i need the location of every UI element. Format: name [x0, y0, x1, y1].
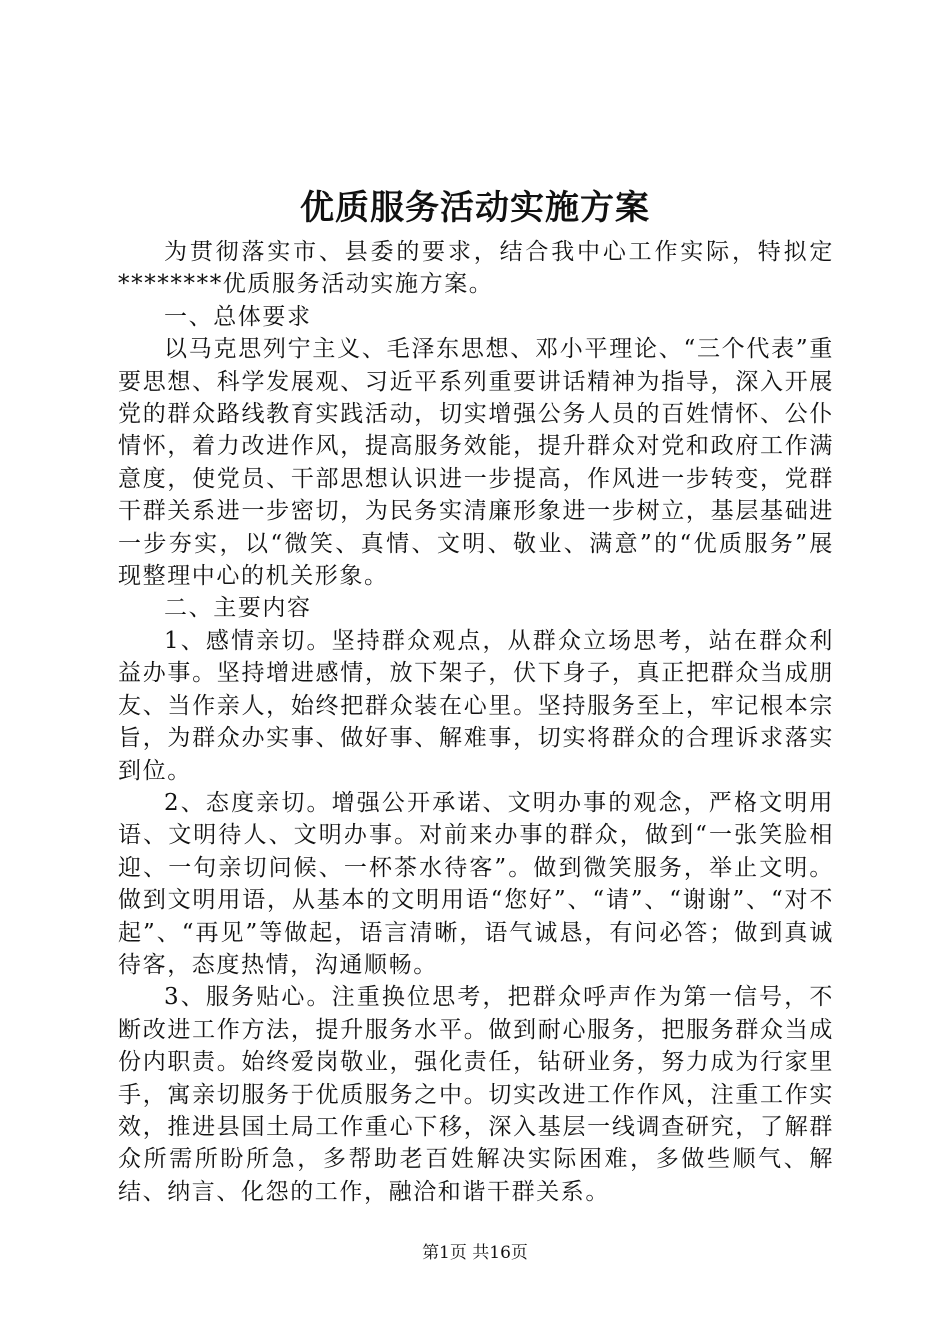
section-heading-general-requirements: 一、总体要求: [164, 303, 312, 330]
paragraph-item-1: 1、感情亲切。坚持群众观点，从群众立场思考，站在群众利益办事。坚持增进感情，放下架子，伏下身子，真正把群众当成朋友、当作亲人，始终把群众装在心里。坚持服务至上，牢记根本宗旨，为群众办实事、做好事、解难事，切实将群众的合理诉求落实到位。: [118, 627, 834, 784]
page-number-footer: 第1页 共16页: [422, 1243, 528, 1263]
document-title: 优质服务活动实施方案: [300, 188, 650, 228]
paragraph-general-requirements: 以马克思列宁主义、毛泽东思想、邓小平理论、“三个代表”重要思想、科学发展观、习近平系列重要讲话精神为指导，深入开展党的群众路线教育实践活动，切实增强公务人员的百姓情怀、公仆情怀，着力改进作风，提高服务效能，提升群众对党和政府工作满意度，使党员、干部思想认识进一步提高，作风进一步转变，党群干群关系进一步密切，为民务实清廉形象进一步树立，基层基础进一步夯实，以“微笑、真情、文明、敬业、满意”的“优质服务”展现整理中心的机关形象。: [118, 336, 834, 590]
section-heading-main-content: 二、主要内容: [164, 595, 312, 622]
paragraph-item-3: 3、服务贴心。注重换位思考，把群众呼声作为第一信号，不断改进工作方法，提升服务水平。做到耐心服务，把服务群众当成份内职责。始终爱岗敬业，强化责任，钻研业务，努力成为行家里手，寓亲切服务于优质服务之中。切实改进工作作风，注重工作实效，推进县国土局工作重心下移，深入基层一线调查研究，了解群众所需所盼所急，多帮助老百姓解决实际困难，多做些顺气、解结、纳言、化怨的工作，融洽和谐干群关系。: [118, 984, 834, 1205]
paragraph-item-2: 2、态度亲切。增强公开承诺、文明办事的观念，严格文明用语、文明待人、文明办事。对前来办事的群众，做到“一张笑脸相迎、一句亲切问候、一杯茶水待客”。做到微笑服务，举止文明。做到文明用语，从基本的文明用语“您好”、“请”、“谢谢”、“对不起”、“再见”等做起，语言清晰，语气诚恳，有问必答；做到真诚待客，态度热情，沟通顺畅。: [118, 789, 834, 978]
paragraph-intro: 为贯彻落实市、县委的要求，结合我中心工作实际，特拟定********优质服务活动实施方案。: [118, 239, 834, 298]
document-body: [118, 236, 834, 1208]
